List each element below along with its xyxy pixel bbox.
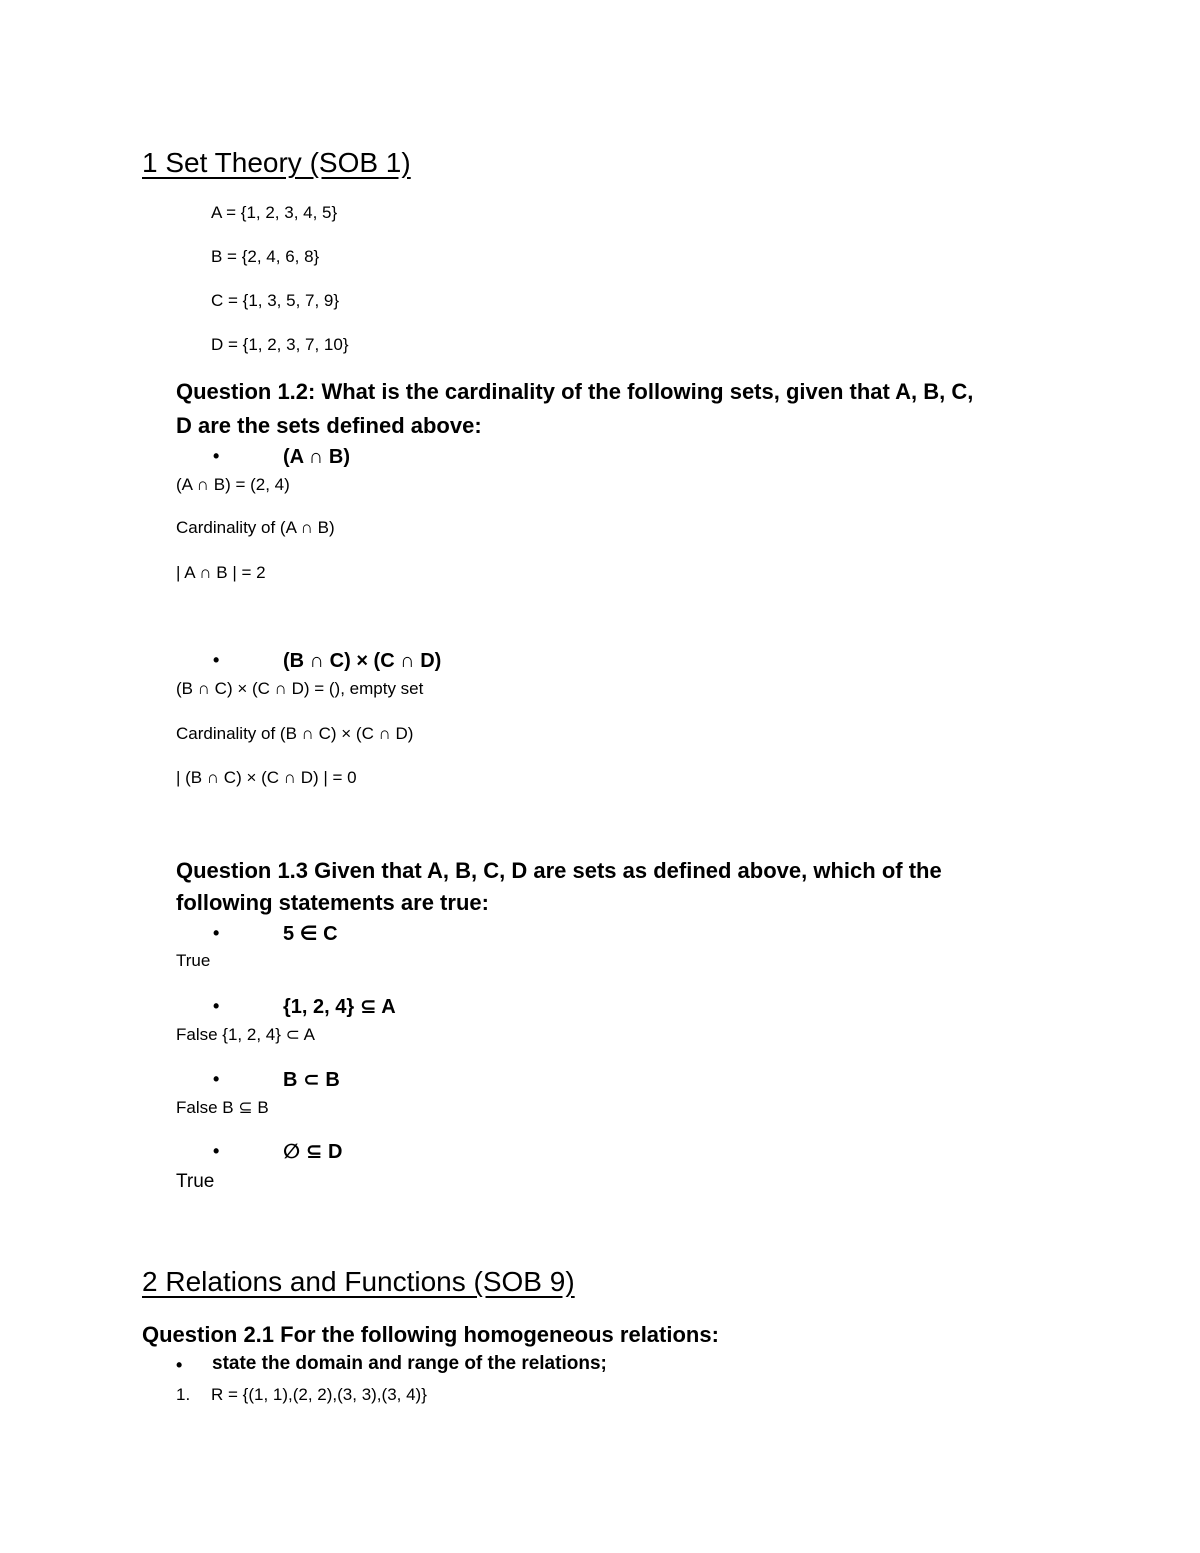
question-title-continued: following statements are true: bbox=[176, 890, 489, 915]
bullet: • bbox=[176, 1355, 183, 1375]
statement-answer: False {1, 2, 4} ⊂ A bbox=[176, 1025, 315, 1044]
bullet: • bbox=[213, 650, 220, 670]
question-title-continued: D are the sets defined above: bbox=[176, 413, 482, 438]
question-title: Question 2.1 For the following homogeneous relations: bbox=[142, 1322, 719, 1347]
statement-label: B ⊂ B bbox=[283, 1069, 340, 1091]
statement-label: ∅ ⊆ D bbox=[283, 1141, 343, 1163]
answer-line: Cardinality of (A ∩ B) bbox=[176, 518, 335, 537]
bullet: • bbox=[213, 1141, 220, 1161]
list-number: 1. bbox=[176, 1385, 191, 1404]
set-definition-c: C = {1, 3, 5, 7, 9} bbox=[211, 291, 340, 310]
expression-label: (A ∩ B) bbox=[283, 446, 351, 468]
statement-answer: False B ⊆ B bbox=[176, 1098, 269, 1117]
answer-line: Cardinality of (B ∩ C) × (C ∩ D) bbox=[176, 724, 414, 743]
relation-definition: R = {(1, 1),(2, 2),(3, 3),(3, 4)} bbox=[211, 1385, 427, 1404]
statement-label: {1, 2, 4} ⊆ A bbox=[283, 996, 396, 1018]
instruction-text: state the domain and range of the relations; bbox=[212, 1353, 607, 1374]
set-definition-a: A = {1, 2, 3, 4, 5} bbox=[211, 203, 338, 222]
bullet: • bbox=[213, 446, 220, 466]
bullet: • bbox=[213, 996, 220, 1016]
answer-line: (B ∩ C) × (C ∩ D) = (), empty set bbox=[176, 679, 424, 698]
statement-label: 5 ∈ C bbox=[283, 923, 338, 945]
question-title: Question 1.3 Given that A, B, C, D are sets as defined above, which of the bbox=[176, 858, 942, 883]
answer-line: | (B ∩ C) × (C ∩ D) | = 0 bbox=[176, 768, 357, 787]
statement-answer: True bbox=[176, 1171, 215, 1192]
bullet: • bbox=[213, 1069, 220, 1089]
set-definition-b: B = {2, 4, 6, 8} bbox=[211, 247, 320, 266]
section-heading: 2 Relations and Functions (SOB 9) bbox=[142, 1266, 575, 1297]
statement-answer: True bbox=[176, 951, 211, 970]
section-heading: 1 Set Theory (SOB 1) bbox=[142, 147, 411, 178]
bullet: • bbox=[213, 923, 220, 943]
set-definition-d: D = {1, 2, 3, 7, 10} bbox=[211, 335, 349, 354]
expression-label: (B ∩ C) × (C ∩ D) bbox=[283, 650, 442, 672]
answer-line: | A ∩ B | = 2 bbox=[176, 563, 266, 582]
answer-line: (A ∩ B) = (2, 4) bbox=[176, 475, 290, 494]
question-title: Question 1.2: What is the cardinality of the following sets, given that A, B, C, bbox=[176, 379, 974, 404]
